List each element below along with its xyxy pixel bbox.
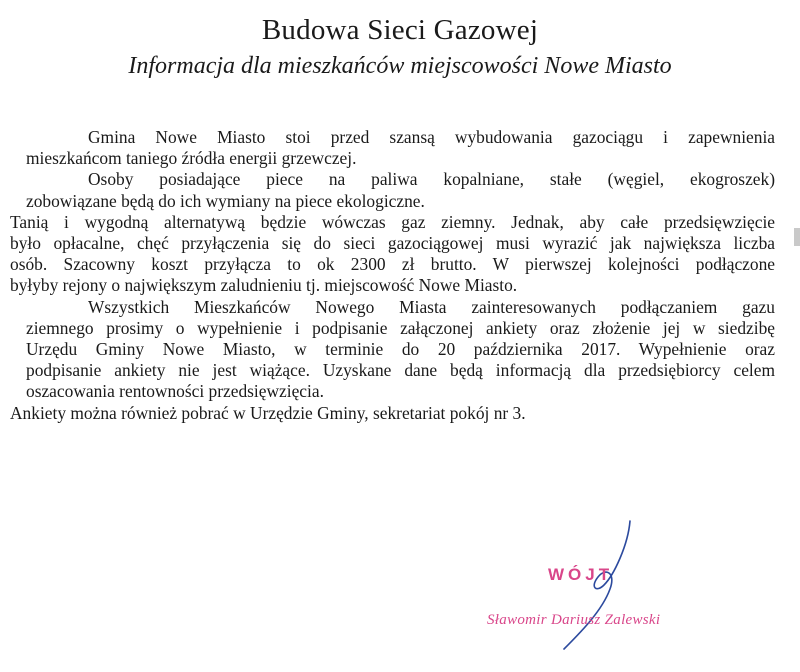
body-line: Osoby posiadające piece na paliwa kopalniane, stałe (węgiel, ekogroszek) <box>88 169 775 190</box>
scan-edge-mark <box>794 228 800 246</box>
body-line: mieszkańcom taniego źródła energii grzewczej. <box>26 148 357 169</box>
document-body <box>10 127 775 424</box>
body-line: byłyby rejony o największym zaludnieniu tj. miejscowość Nowe Miasto. <box>10 275 518 296</box>
document-title: Budowa Sieci Gazowej <box>261 14 539 46</box>
stamp-name: Sławomir Dariusz Zalewski <box>487 612 661 628</box>
body-line: było opłacalne, chęć przyłączenia się do sieci gazociągowej musi wyrazić jak największa liczba <box>10 233 775 254</box>
signature-stroke <box>564 521 630 649</box>
body-line: zobowiązane będą do ich wymiany na piece ekologiczne. <box>26 190 425 211</box>
body-line: Gmina Nowe Miasto stoi przed szansą wybudowania gazociągu i zapewnienia <box>88 127 775 147</box>
stamp-title: WÓJT <box>548 565 614 584</box>
body-line: osób. Szacowny koszt przyłącza to ok 2300 zł brutto. W pierwszej kolejności podłączone <box>10 254 775 275</box>
body-line: ziemnego prosimy o wypełnienie i podpisanie załączonej ankiety oraz złożenie jej w siedzibę <box>26 317 775 338</box>
signature-mark <box>556 515 646 655</box>
body-line: podpisanie ankiety nie jest wiążące. Uzyskane dane będą informacją dla przedsiębiorcy celem <box>26 360 775 381</box>
body-line: Tanią i wygodną alternatywą będzie wówczas gaz ziemny. Jednak, aby całe przedsięwzięcie <box>10 211 775 232</box>
body-line: oszacowania rentowności przedsięwzięcia. <box>26 381 324 402</box>
body-line: Ankiety można również pobrać w Urzędzie Gminy, sekretariat pokój nr 3. <box>10 402 526 423</box>
body-line: Wszystkich Mieszkańców Nowego Miasta zainteresowanych podłączaniem gazu <box>88 296 775 317</box>
document-subtitle: Informacja dla mieszkańców miejscowości Nowe Miasto <box>128 53 672 79</box>
body-line: Urzędu Gminy Nowe Miasto, w terminie do 20 października 2017. Wypełnienie oraz <box>26 339 775 360</box>
